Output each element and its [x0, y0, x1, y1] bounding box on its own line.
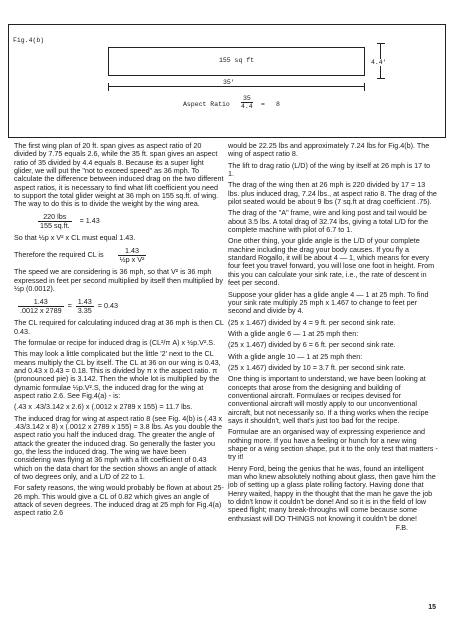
formula-denominator: .0012 x 2789	[20, 305, 62, 315]
wing-figure	[8, 24, 446, 138]
paragraph: Therefore the required CL is	[14, 250, 104, 260]
paragraph: Henry Ford, being the genius that he was, found an intelligent man who knew absolutely nothing about glass, then gave him the job of setting up a glass plate rolling factory. Having done that Henry waited, happy in the thought that the man he gave the job to didn't know it couldn't be done! And so it is in the field of low speed flight; many break-throughs will come because some enthusiast will DO THINGS not knowing it couldn't be done!	[228, 463, 436, 523]
paragraph: One thing is important to understand, we have been looking at concepts that arose from the designing and building of conventional aircraft. Formulaes or recipes devised for conventional aircraft will mostly apply to our unconventional aircraft, but not necessarily so. If a thing works when the recipe says it shouldn't, well that's just too bad for the recipe.	[228, 374, 429, 425]
paragraph: One other thing, your glide angle is the L/D of your complete machine including the drag your body causes. If you fly a standard Rogallo, it will be about 4 — 1, which means for every four feet you travel forward, you will lose one foot in height. From this you can calculate your sink rate, i.e., the rate of descent in feet per second.	[228, 236, 435, 288]
paragraph: For safety reasons, the wing would probably be flown at about 25-26 mph. This would give a CL of 0.82 which gives an angle of attack of seven degrees. The induced drag at 25 mph for Fig.4(a) aspect ratio 2.6	[14, 483, 224, 518]
right-column	[228, 142, 438, 532]
span-label: 35'	[223, 79, 235, 86]
paragraph: The speed we are considering is 36 mph, so that V² is 36 mph expressed in feet per second multiplied by itself then multiplied by ½p (0.0012).	[14, 267, 223, 294]
paragraph: The lift to drag ratio (L/D) of the wing by itself at 26 mph is 17 to 1.	[228, 160, 431, 179]
chord-label: 4.4'	[371, 59, 387, 66]
formula-numerator: 1.43	[118, 247, 147, 256]
formula-result: = 0.43	[97, 301, 118, 311]
formula-denominator: 155 sq.ft.	[40, 221, 70, 231]
aspect-equals: =	[261, 101, 265, 108]
paragraph: With a glide angle 6 — 1 at 25 mph then:	[228, 328, 359, 338]
aspect-ratio-label: Aspect Ratio	[183, 101, 230, 108]
paragraph: The induced drag for wing at aspect ratio 8 (see Fig. 4(b) is (.43 x .43/3.142 x 8) x (.0012 x 2789 x 155) = 3.8 lbs. As you double the aspect ratio you half the induced drag. The greater the angle of attack the greater the induced drag. So generally the faster you go, the less the induced drag. The wing we have been considering was flying at 36 mph with a lift coefficient of 0.43 which on the data chart for the section shows an angle of attack of two degrees only, and a L/D of 22 to 1.	[14, 413, 223, 482]
figure-label: Fig.4(b)	[13, 37, 45, 44]
paragraph: The CL required for calculating induced drag at 36 mph is then CL 0.43.	[14, 318, 224, 336]
paragraph: Suppose your glider has a glide angle 4 — 1 at 25 mph. To find your sink rate multiply 25 mph x 1.467 to change to feet per second and divide by 4.	[228, 289, 429, 316]
formula-numerator: 1.43	[77, 296, 92, 306]
formula-cl-value	[14, 297, 224, 317]
paragraph: Formulae are an organised way of expressing experience and nothing more. If you have a feeling or hunch for a new wing shape or a wing section shape, put it to the only test that matters - try it!	[228, 427, 438, 462]
formula-required-cl	[14, 246, 224, 266]
wing-area-label: 155 sq ft	[218, 57, 255, 64]
paragraph: The first wing plan of 20 ft. span gives as aspect ratio of 20 divided by 7.75 equals 2.6, while the 35 ft. span gives an aspect ratio of 35 divided by 4.4 equals 8. Because its a super light glider, we will put the "not to exceed speed" as 36 mph. To calculate the difference between induced drag on the two different aspect ratios, it is necessary to find what lift coefficient you need to support the total glider weight at 36 mph on 155 sq.ft. of wing. The way to do this is to divide the weight by the wing area.	[14, 141, 224, 209]
signature: F.B.	[395, 523, 408, 533]
aspect-ratio-value: 8	[276, 101, 280, 108]
formula-equals: =	[67, 301, 72, 311]
paragraph: With a glide angle 10 — 1 at 25 mph then:	[228, 351, 363, 361]
paragraph: (.43 x .43/3.142 x 2.6) x (.0012 x 2789 x 155) = 11.7 lbs.	[14, 402, 193, 412]
left-column	[14, 142, 224, 521]
formula-numerator: 1.43	[18, 298, 64, 307]
paragraph: This may look a little complicated but the little '2' next to the CL means multiply the CL by itself. The CL at 36 on our wing is 0.43, and 0.43 x 0.43 = 0.18. This is divided by π x the aspect ratio. π (pronounced pie) is 3.142. Then the whole lot is multiplied by the dynamic formulae ½p.V².S, the induced drag for the wing at aspect ratio 2.6. See Fig.4(a) - is:	[14, 349, 221, 400]
paragraph: would be 22.25 lbs and approximately 7.24 lbs for Fig.4(b). The wing of aspect ratio 8.	[228, 141, 430, 159]
aspect-ratio-fraction	[241, 95, 253, 110]
page-number: 15	[428, 604, 436, 611]
paragraph: (25 x 1.467) divided by 6 = 6 ft. per second sink rate.	[228, 340, 396, 350]
formula-denominator: 3.35	[77, 305, 92, 315]
paragraph: (25 x 1.467) divided by 10 = 3.7 ft. per second sink rate.	[228, 362, 406, 372]
aspect-numerator: 35	[242, 95, 251, 102]
paragraph: The drag of the "A" frame, wire and king post and tail would be about 3.5 lbs. A total drag of 32.74 lbs, giving a total L/D for the complete machine with pilot of 6.7 to 1.	[228, 208, 429, 235]
formula-result: = 1.43	[79, 216, 100, 226]
formula-numerator: 220 lbs	[38, 213, 72, 222]
aspect-denominator: 4.4	[241, 103, 253, 110]
paragraph: So that ½p x V² x CL must equal 1.43.	[14, 233, 136, 243]
paragraph: The formulae or recipe for induced drag is (CL²/π A) x ½p.V².S.	[14, 337, 216, 347]
formula-weight-over-area	[14, 212, 224, 232]
formula-denominator: ½p x V²	[119, 255, 145, 265]
wing-plan-rectangle	[108, 47, 365, 76]
paragraph: The drag of the wing then at 26 mph is 220 divided by 17 = 13 lbs. plus induced drag, 7.24 lbs., at aspect ratio 8. The drag of the pilot seated would be about 9 lbs (7 sq.ft at drag coefficient .75).	[228, 180, 437, 207]
paragraph: (25 x 1.467) divided by 4 = 9 ft. per second sink rate.	[228, 317, 396, 327]
